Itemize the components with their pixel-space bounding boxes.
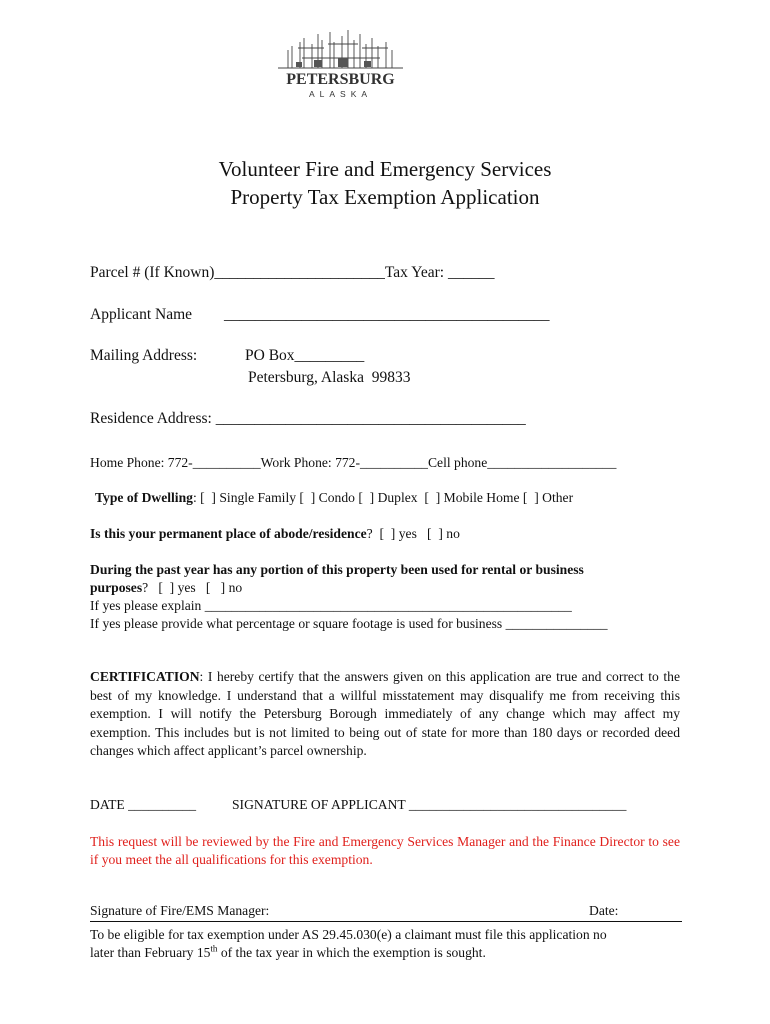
parcel-tax-year-field[interactable]: Parcel # (If Known)______________________Tax Year: ______ xyxy=(90,264,495,281)
applicant-name-label: Applicant Name xyxy=(90,306,193,323)
rental-percentage-field[interactable]: If yes please provide what percentage or square footage is used for business _______________ xyxy=(90,616,608,631)
certification-text: : I hereby certify that the answers given on this application are true and correct to the best of my knowledge. I understand that a willful misstatement may disqualify me from receiving this exemption. I will notify the Petersburg Borough immediately of any change which may affect my exemption. This includes but is not limited to being out of state for more than 180 days or recorded deed changes which affect applicant’s parcel ownership. xyxy=(90,669,680,758)
manager-signature-label: Signature of Fire/EMS Manager: xyxy=(90,903,270,918)
rental-explain-field[interactable]: If yes please explain ______________________________________________________ xyxy=(90,598,572,613)
phone-fields[interactable]: Home Phone: 772-__________Work Phone: 772-__________Cell phone___________________ xyxy=(90,455,617,470)
review-note: This request will be reviewed by the Fire and Emergency Services Manager and the Finance Director to see if you meet the all qualifications for this exemption. xyxy=(90,834,680,867)
date-field[interactable]: DATE __________ xyxy=(90,797,197,812)
dwelling-type-row[interactable] xyxy=(95,490,573,506)
certification-label: CERTIFICATION xyxy=(90,669,200,684)
mailing-address-label: Mailing Address: xyxy=(90,347,198,364)
skyline-icon xyxy=(268,28,413,100)
footer-superscript: th xyxy=(210,943,218,954)
footer-line-2-a: later than February 15 xyxy=(90,945,211,960)
applicant-signature-field[interactable]: SIGNATURE OF APPLICANT ________________________________ xyxy=(232,797,627,812)
svg-text:PETERSBURG: PETERSBURG xyxy=(286,71,395,88)
residence-address-field[interactable]: Residence Address: ________________________________________ xyxy=(90,410,526,427)
petersburg-logo xyxy=(268,28,413,100)
rental-question-line: During the past year has any portion of this property been used for rental or business xyxy=(90,562,584,577)
signature-rule xyxy=(90,921,682,922)
footer-line-2-b: of the tax year in which the exemption is sought. xyxy=(217,945,486,960)
rental-options[interactable]: ? [ ] yes [ ] no xyxy=(142,580,243,595)
footer-line-1: To be eligible for tax exemption under AS 29.45.030(e) a claimant must file this application no xyxy=(90,927,607,942)
po-box-field[interactable]: PO Box_________ xyxy=(245,347,365,364)
applicant-name-field[interactable]: __________________________________________ xyxy=(224,306,550,323)
rental-question-end: purposes xyxy=(90,580,143,595)
rental-question-row[interactable] xyxy=(90,580,242,596)
title-line-2: Property Tax Exemption Application xyxy=(230,185,540,209)
dwelling-type-options[interactable]: : [ ] Single Family [ ] Condo [ ] Duplex [ ] Mobile Home [ ] Other xyxy=(192,490,574,505)
abode-question: Is this your permanent place of abode/residence xyxy=(90,526,367,541)
svg-text:ALASKA: ALASKA xyxy=(308,89,373,99)
manager-date-label: Date: xyxy=(589,903,619,918)
footer-line-2 xyxy=(90,945,486,961)
dwelling-type-label: Type of Dwelling xyxy=(95,490,193,505)
abode-options[interactable]: ? [ ] yes [ ] no xyxy=(366,526,460,541)
mailing-city-text: Petersburg, Alaska 99833 xyxy=(248,369,411,386)
title-line-1: Volunteer Fire and Emergency Services xyxy=(218,157,552,181)
abode-question-row[interactable] xyxy=(90,526,460,542)
certification-paragraph xyxy=(90,668,680,761)
